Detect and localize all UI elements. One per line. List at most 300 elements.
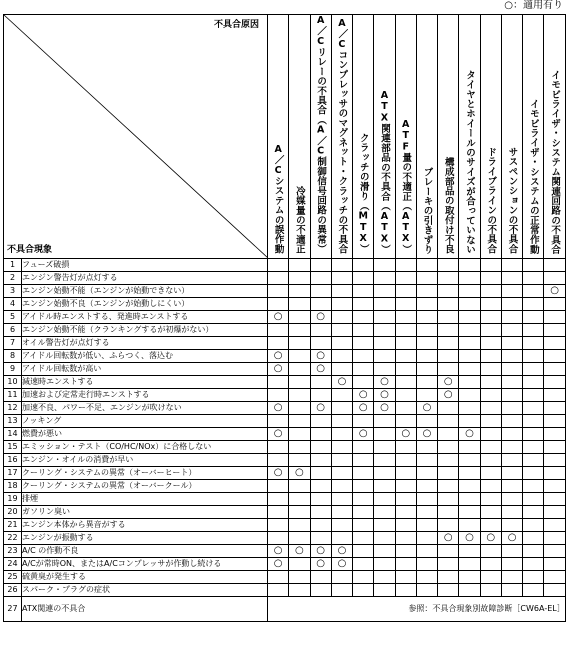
empty-cell	[331, 402, 352, 415]
empty-cell	[501, 467, 522, 480]
empty-cell	[353, 337, 374, 350]
empty-cell	[395, 467, 416, 480]
row-number: 23	[4, 545, 22, 558]
cause-label: 冷媒量の不適正	[293, 186, 305, 254]
empty-cell	[438, 298, 459, 311]
symptom-label: 硫黄臭が発生する	[22, 571, 268, 584]
empty-cell	[353, 350, 374, 363]
row-number: 15	[4, 441, 22, 454]
empty-cell	[289, 285, 310, 298]
empty-cell	[353, 441, 374, 454]
empty-cell	[374, 415, 395, 428]
cause-header	[480, 15, 501, 259]
empty-cell	[523, 519, 544, 532]
empty-cell	[374, 454, 395, 467]
empty-cell	[289, 363, 310, 376]
empty-cell	[268, 506, 289, 519]
applicable-mark: ○	[501, 532, 522, 545]
applicable-mark: ○	[480, 532, 501, 545]
table-row	[4, 337, 566, 350]
empty-cell	[331, 298, 352, 311]
cause-header	[544, 15, 565, 259]
empty-cell	[289, 571, 310, 584]
empty-cell	[459, 389, 480, 402]
applicable-mark: ○	[268, 311, 289, 324]
empty-cell	[480, 441, 501, 454]
empty-cell	[523, 571, 544, 584]
empty-cell	[310, 376, 331, 389]
table-row	[4, 480, 566, 493]
empty-cell	[331, 350, 352, 363]
matrix-body	[4, 259, 566, 622]
table-row	[4, 454, 566, 467]
cause-label: ブレーキの引きずり	[421, 166, 433, 254]
empty-cell	[331, 454, 352, 467]
empty-cell	[459, 285, 480, 298]
empty-cell	[544, 571, 565, 584]
empty-cell	[331, 311, 352, 324]
empty-cell	[416, 558, 437, 571]
empty-cell	[374, 337, 395, 350]
empty-cell	[331, 532, 352, 545]
empty-cell	[374, 311, 395, 324]
empty-cell	[459, 259, 480, 272]
empty-cell	[438, 337, 459, 350]
table-row	[4, 519, 566, 532]
table-row	[4, 532, 566, 545]
empty-cell	[374, 350, 395, 363]
empty-cell	[459, 415, 480, 428]
empty-cell	[374, 493, 395, 506]
empty-cell	[374, 519, 395, 532]
applicable-mark: ○	[268, 363, 289, 376]
empty-cell	[459, 519, 480, 532]
empty-cell	[416, 480, 437, 493]
empty-cell	[374, 298, 395, 311]
empty-cell	[501, 324, 522, 337]
empty-cell	[459, 584, 480, 597]
empty-cell	[523, 558, 544, 571]
table-row	[4, 376, 566, 389]
table-row	[4, 597, 566, 622]
empty-cell	[501, 350, 522, 363]
symptom-label: エンジン本体から異音がする	[22, 519, 268, 532]
table-row	[4, 259, 566, 272]
table-row	[4, 389, 566, 402]
empty-cell	[268, 441, 289, 454]
symptom-label: クーリング・システムの異常（オーバークール）	[22, 480, 268, 493]
cause-header	[353, 15, 374, 259]
applicable-mark: ○	[459, 428, 480, 441]
empty-cell	[544, 311, 565, 324]
empty-cell	[331, 285, 352, 298]
empty-cell	[544, 298, 565, 311]
applicable-mark: ○	[459, 532, 480, 545]
empty-cell	[480, 519, 501, 532]
empty-cell	[480, 454, 501, 467]
empty-cell	[459, 571, 480, 584]
empty-cell	[289, 584, 310, 597]
empty-cell	[310, 337, 331, 350]
empty-cell	[544, 259, 565, 272]
empty-cell	[544, 480, 565, 493]
symptom-label: ATX関連の不具合	[22, 597, 268, 622]
empty-cell	[289, 441, 310, 454]
symptom-label: エンジンが振動する	[22, 532, 268, 545]
empty-cell	[289, 532, 310, 545]
empty-cell	[331, 428, 352, 441]
empty-cell	[374, 480, 395, 493]
empty-cell	[544, 467, 565, 480]
empty-cell	[289, 324, 310, 337]
row-number: 27	[4, 597, 22, 622]
cause-header	[310, 15, 331, 259]
empty-cell	[416, 376, 437, 389]
empty-cell	[289, 259, 310, 272]
empty-cell	[544, 428, 565, 441]
empty-cell	[438, 428, 459, 441]
empty-cell	[310, 493, 331, 506]
empty-cell	[416, 285, 437, 298]
empty-cell	[523, 506, 544, 519]
empty-cell	[353, 493, 374, 506]
symptom-label: スパーク・プラグの症状	[22, 584, 268, 597]
symptom-label: オイル警告灯が点灯する	[22, 337, 268, 350]
empty-cell	[374, 363, 395, 376]
cause-label: サスペンションの不具合	[506, 147, 518, 254]
row-number: 3	[4, 285, 22, 298]
empty-cell	[310, 285, 331, 298]
empty-cell	[268, 454, 289, 467]
empty-cell	[353, 363, 374, 376]
empty-cell	[331, 272, 352, 285]
empty-cell	[416, 441, 437, 454]
symptom-label: エンジン始動不能（エンジンが始動できない）	[22, 285, 268, 298]
empty-cell	[523, 337, 544, 350]
empty-cell	[310, 519, 331, 532]
table-row	[4, 324, 566, 337]
empty-cell	[544, 272, 565, 285]
cause-label: イモビライザ・システムの正常作動	[527, 98, 539, 254]
empty-cell	[544, 584, 565, 597]
symptom-label: アイドル時エンストする、発進時エンストする	[22, 311, 268, 324]
empty-cell	[331, 519, 352, 532]
applicable-mark: ○	[438, 532, 459, 545]
row-number: 10	[4, 376, 22, 389]
empty-cell	[501, 298, 522, 311]
empty-cell	[438, 493, 459, 506]
empty-cell	[459, 337, 480, 350]
applicable-mark: ○	[310, 402, 331, 415]
empty-cell	[331, 506, 352, 519]
row-number: 14	[4, 428, 22, 441]
table-row	[4, 272, 566, 285]
empty-cell	[438, 519, 459, 532]
empty-cell	[310, 428, 331, 441]
empty-cell	[480, 285, 501, 298]
cause-header	[331, 15, 352, 259]
empty-cell	[331, 324, 352, 337]
empty-cell	[289, 428, 310, 441]
table-row	[4, 467, 566, 480]
cause-label: A／Cシステムの誤作動	[272, 144, 284, 254]
table-row	[4, 428, 566, 441]
empty-cell	[480, 259, 501, 272]
empty-cell	[416, 584, 437, 597]
empty-cell	[374, 324, 395, 337]
empty-cell	[331, 389, 352, 402]
empty-cell	[544, 506, 565, 519]
empty-cell	[289, 506, 310, 519]
row-number: 24	[4, 558, 22, 571]
empty-cell	[480, 467, 501, 480]
cause-header	[416, 15, 437, 259]
empty-cell	[331, 480, 352, 493]
empty-cell	[480, 363, 501, 376]
header-row	[4, 15, 566, 259]
applicable-mark: ○	[395, 428, 416, 441]
empty-cell	[289, 402, 310, 415]
row-number: 21	[4, 519, 22, 532]
empty-cell	[268, 415, 289, 428]
empty-cell	[416, 506, 437, 519]
empty-cell	[438, 571, 459, 584]
empty-cell	[310, 389, 331, 402]
empty-cell	[523, 376, 544, 389]
empty-cell	[523, 493, 544, 506]
empty-cell	[331, 259, 352, 272]
empty-cell	[501, 454, 522, 467]
empty-cell	[501, 493, 522, 506]
cause-header	[395, 15, 416, 259]
empty-cell	[501, 311, 522, 324]
applicable-mark: ○	[289, 545, 310, 558]
applicable-mark: ○	[438, 376, 459, 389]
applicable-mark: ○	[268, 402, 289, 415]
cause-label: A／Cコンプレッサのマグネット・クラッチの不具合	[336, 18, 348, 254]
row-number: 9	[4, 363, 22, 376]
applicable-mark: ○	[331, 558, 352, 571]
symptom-label: A/Cが常時ON、またはA/Cコンプレッサが作動し続ける	[22, 558, 268, 571]
empty-cell	[268, 285, 289, 298]
empty-cell	[523, 259, 544, 272]
empty-cell	[331, 571, 352, 584]
empty-cell	[374, 558, 395, 571]
empty-cell	[438, 467, 459, 480]
symptom-label: A/C の作動不良	[22, 545, 268, 558]
empty-cell	[480, 311, 501, 324]
empty-cell	[268, 324, 289, 337]
empty-cell	[353, 480, 374, 493]
empty-cell	[523, 480, 544, 493]
empty-cell	[353, 545, 374, 558]
empty-cell	[416, 519, 437, 532]
empty-cell	[544, 337, 565, 350]
empty-cell	[353, 519, 374, 532]
empty-cell	[438, 285, 459, 298]
applicable-mark: ○	[310, 545, 331, 558]
empty-cell	[395, 350, 416, 363]
empty-cell	[395, 363, 416, 376]
empty-cell	[395, 311, 416, 324]
empty-cell	[289, 298, 310, 311]
empty-cell	[480, 493, 501, 506]
empty-cell	[459, 350, 480, 363]
empty-cell	[459, 506, 480, 519]
troubleshooting-matrix	[3, 14, 566, 622]
empty-cell	[416, 415, 437, 428]
empty-cell	[353, 285, 374, 298]
row-number: 16	[4, 454, 22, 467]
empty-cell	[523, 402, 544, 415]
applicable-mark: ○	[268, 350, 289, 363]
empty-cell	[416, 311, 437, 324]
applicable-mark: ○	[310, 363, 331, 376]
empty-cell	[523, 415, 544, 428]
empty-cell	[438, 454, 459, 467]
empty-cell	[501, 480, 522, 493]
empty-cell	[395, 519, 416, 532]
empty-cell	[523, 441, 544, 454]
empty-cell	[438, 402, 459, 415]
empty-cell	[438, 545, 459, 558]
cause-header	[374, 15, 395, 259]
empty-cell	[459, 545, 480, 558]
empty-cell	[438, 480, 459, 493]
empty-cell	[310, 298, 331, 311]
empty-cell	[501, 272, 522, 285]
empty-cell	[523, 324, 544, 337]
symptom-label: アイドル回転数が低い、ふらつく、落込む	[22, 350, 268, 363]
cause-label: イモビライザ・システム関連回路の不具合	[549, 69, 561, 254]
empty-cell	[501, 376, 522, 389]
empty-cell	[374, 571, 395, 584]
cause-label: タイヤとホイールのサイズが合っていない	[464, 69, 476, 254]
row-number: 2	[4, 272, 22, 285]
empty-cell	[395, 402, 416, 415]
applicable-mark: ○	[268, 428, 289, 441]
empty-cell	[395, 532, 416, 545]
empty-cell	[416, 272, 437, 285]
empty-cell	[459, 441, 480, 454]
empty-cell	[480, 480, 501, 493]
empty-cell	[523, 467, 544, 480]
empty-cell	[268, 389, 289, 402]
empty-cell	[459, 480, 480, 493]
empty-cell	[289, 272, 310, 285]
symptom-label: エンジン始動不能（クランキングするが初爆がない）	[22, 324, 268, 337]
table-row	[4, 363, 566, 376]
row-number: 1	[4, 259, 22, 272]
empty-cell	[544, 532, 565, 545]
empty-cell	[395, 441, 416, 454]
table-row	[4, 493, 566, 506]
empty-cell	[544, 441, 565, 454]
table-row	[4, 298, 566, 311]
empty-cell	[544, 558, 565, 571]
empty-cell	[395, 337, 416, 350]
empty-cell	[268, 584, 289, 597]
empty-cell	[501, 506, 522, 519]
empty-cell	[544, 493, 565, 506]
empty-cell	[501, 389, 522, 402]
empty-cell	[416, 389, 437, 402]
empty-cell	[416, 324, 437, 337]
table-row	[4, 545, 566, 558]
empty-cell	[480, 337, 501, 350]
row-number: 18	[4, 480, 22, 493]
empty-cell	[480, 376, 501, 389]
cause-label: ドライブラインの不具合	[485, 147, 497, 254]
empty-cell	[523, 311, 544, 324]
row-number: 7	[4, 337, 22, 350]
cause-label: 構成部品の取付け不良	[442, 157, 454, 254]
empty-cell	[395, 376, 416, 389]
empty-cell	[480, 584, 501, 597]
symptom-label: 加速不良、パワー不足、エンジンが吹けない	[22, 402, 268, 415]
empty-cell	[416, 571, 437, 584]
empty-cell	[416, 545, 437, 558]
table-row	[4, 311, 566, 324]
cause-label: クラッチの滑り（MTX）	[357, 133, 369, 254]
table-row	[4, 415, 566, 428]
cause-header	[459, 15, 480, 259]
empty-cell	[480, 350, 501, 363]
empty-cell	[501, 363, 522, 376]
empty-cell	[331, 584, 352, 597]
applicable-mark: ○	[374, 376, 395, 389]
applicable-mark: ○	[268, 545, 289, 558]
empty-cell	[501, 259, 522, 272]
empty-cell	[395, 545, 416, 558]
empty-cell	[374, 428, 395, 441]
empty-cell	[523, 272, 544, 285]
empty-cell	[374, 584, 395, 597]
symptom-label: エンジン始動不良（エンジンが始動しにくい）	[22, 298, 268, 311]
row-number: 11	[4, 389, 22, 402]
empty-cell	[331, 441, 352, 454]
cause-header	[268, 15, 289, 259]
empty-cell	[544, 350, 565, 363]
row-number: 13	[4, 415, 22, 428]
empty-cell	[331, 467, 352, 480]
empty-cell	[395, 259, 416, 272]
empty-cell	[310, 506, 331, 519]
empty-cell	[438, 311, 459, 324]
empty-cell	[438, 415, 459, 428]
row-number: 6	[4, 324, 22, 337]
empty-cell	[480, 298, 501, 311]
symptom-label: エンジン・オイルの消費が早い	[22, 454, 268, 467]
empty-cell	[523, 428, 544, 441]
cause-label: ATF量の不適正（ATX）	[400, 118, 412, 254]
row-number: 12	[4, 402, 22, 415]
cause-header	[289, 15, 310, 259]
empty-cell	[438, 350, 459, 363]
empty-cell	[480, 402, 501, 415]
symptom-label: フューズ破損	[22, 259, 268, 272]
empty-cell	[416, 298, 437, 311]
empty-cell	[416, 350, 437, 363]
empty-cell	[310, 480, 331, 493]
empty-cell	[353, 532, 374, 545]
empty-cell	[501, 441, 522, 454]
empty-cell	[331, 363, 352, 376]
empty-cell	[544, 519, 565, 532]
cause-axis-title: 不具合原因	[213, 20, 259, 30]
empty-cell	[310, 467, 331, 480]
empty-cell	[395, 571, 416, 584]
